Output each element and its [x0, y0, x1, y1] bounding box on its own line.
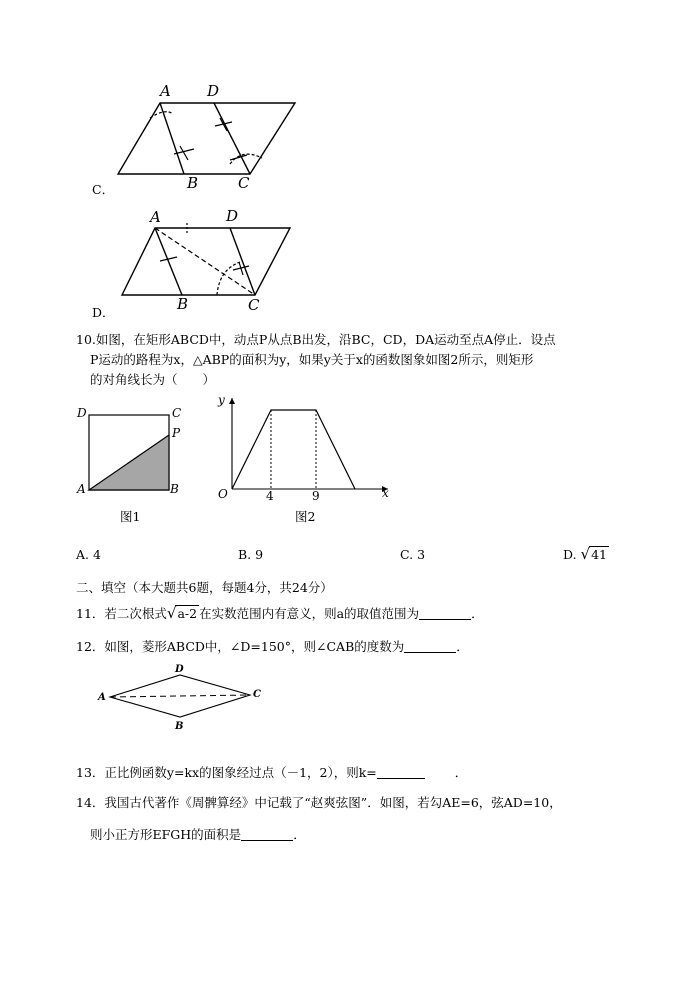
- q11-after: 在实数范围内有意义，则a的取值范围为: [199, 606, 420, 621]
- q10-fig2-x: x: [382, 486, 389, 500]
- q12-fig-c: C: [253, 689, 261, 700]
- q10-option-d-prefix: D.: [563, 547, 577, 562]
- q10-fig1-caption: 图1: [120, 509, 141, 524]
- q10-fig1-b: B: [170, 482, 179, 496]
- fig-c-label-d: D: [207, 82, 220, 100]
- option-d-label: D．: [92, 305, 115, 320]
- fig-c-label-a: A: [160, 82, 171, 100]
- fig-d-label-b: B: [177, 295, 189, 313]
- q11-answer-blank[interactable]: [419, 607, 471, 620]
- fig-c-label-b: B: [187, 174, 199, 192]
- option-d-figure: [115, 215, 305, 310]
- q10-fig2-tick-4: 4: [266, 489, 274, 503]
- q11: 11．若二次根式√a-2 在实数范围内有意义，则a的取值范围为 ．: [76, 604, 484, 622]
- q12: [76, 637, 469, 655]
- q12-rhombus-figure: [100, 665, 270, 735]
- q13-end: ．: [454, 765, 468, 780]
- q11-end: ．: [471, 606, 484, 621]
- q10-option-a: A. 4: [76, 547, 101, 562]
- q10-option-b: B. 9: [238, 547, 264, 562]
- q10-option-d: D. √41: [563, 545, 608, 563]
- q10-fig1-a: A: [77, 482, 86, 496]
- q12-fig-d: D: [175, 664, 184, 675]
- q13-answer-blank[interactable]: [377, 766, 425, 779]
- q10-option-c: C. 3: [400, 547, 426, 562]
- q10-line-3: 的对角线长为（ ）: [90, 372, 216, 387]
- q13: [76, 763, 467, 781]
- q10-fig2-o: O: [218, 487, 228, 501]
- section-2-title: 二、填空（本大题共6题，每题4分，共24分）: [76, 580, 333, 595]
- fig-c-label-c: C: [238, 174, 250, 192]
- q10-fig2-y: y: [218, 393, 225, 407]
- q10-fig1-c: C: [172, 406, 182, 420]
- q12-answer-blank[interactable]: [404, 640, 456, 653]
- q14-line-2: [90, 825, 306, 843]
- q12-end: ．: [456, 639, 469, 654]
- q14-text: 则小正方形EFGH的面积是: [90, 827, 242, 842]
- q12-fig-a: A: [98, 692, 106, 703]
- q14-end: ．: [293, 827, 306, 842]
- q10-figure-2: [210, 392, 400, 502]
- q14-answer-blank[interactable]: [241, 828, 293, 841]
- q10-fig2-tick-9: 9: [312, 489, 320, 503]
- q11-radicand: a-2: [177, 606, 198, 621]
- q12-text: 12．如图，菱形ABCD中，∠D=150°，则∠CAB的度数为: [76, 639, 405, 654]
- q10-fig2-caption: 图2: [295, 509, 316, 524]
- q11-before: 11．若二次根式: [76, 606, 167, 621]
- q13-text: 13．正比例函数y=kx的图象经过点（－1，2），则k=: [76, 765, 377, 780]
- q10-line-2: P运动的路程为x，△ABP的面积为y，如果y关于x的函数图象如图2所示，则矩形: [90, 352, 534, 367]
- fig-d-label-c: C: [248, 296, 260, 314]
- q10-line-1: 10.如图，在矩形ABCD中，动点P从点B出发，沿BC，CD，DA运动至点A停止．设点: [76, 332, 556, 347]
- q10-option-d-radicand: 41: [591, 547, 608, 562]
- fig-d-label-a: A: [150, 208, 161, 226]
- fig-d-label-d: D: [226, 207, 239, 225]
- q10-fig1-p: P: [172, 426, 181, 440]
- option-c-label: C．: [92, 182, 115, 197]
- q12-fig-b: B: [175, 721, 184, 732]
- q10-fig1-d: D: [77, 406, 87, 420]
- q14-line-1: 14．我国古代著作《周髀算经》中记载了“赵爽弦图”．如图，若勾AE=6，弦AD=10，: [76, 795, 562, 810]
